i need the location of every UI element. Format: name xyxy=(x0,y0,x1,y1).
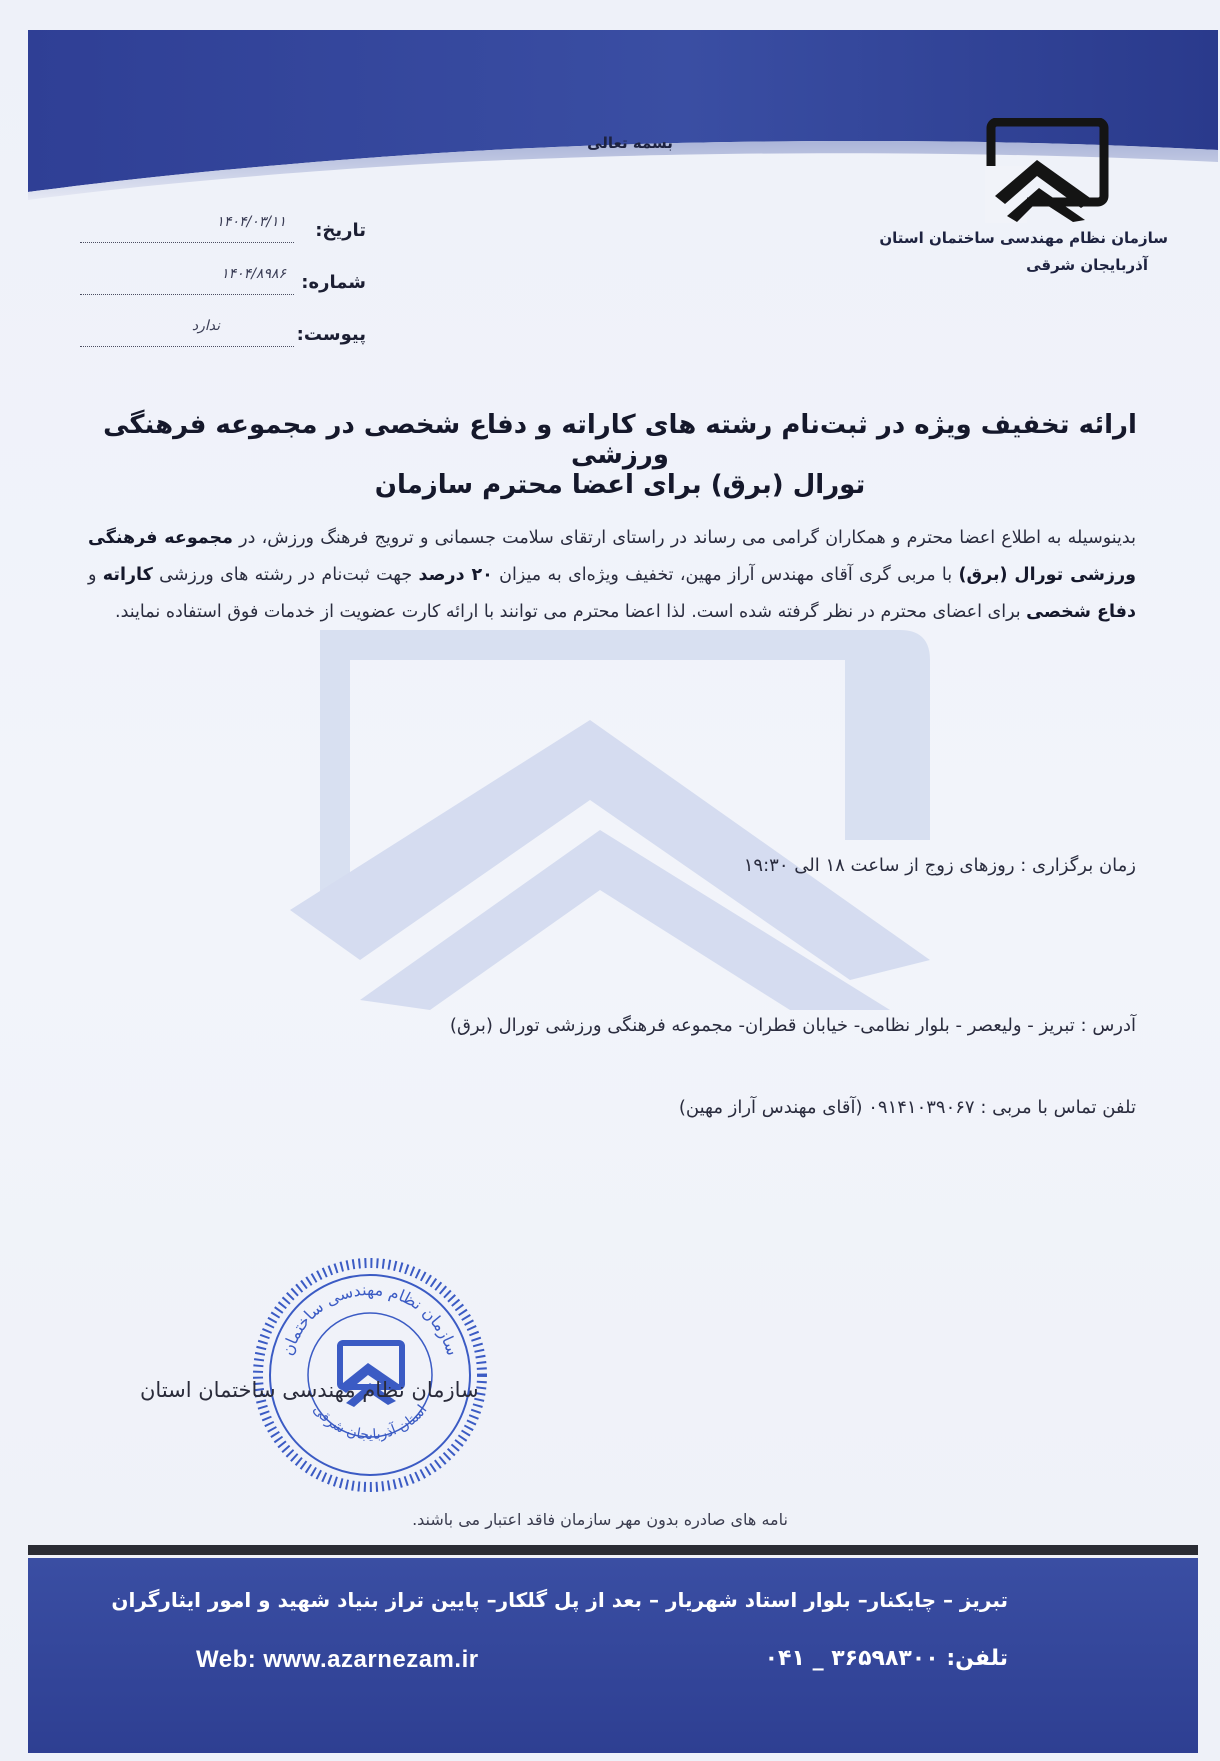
date-dotted-line xyxy=(80,242,294,243)
official-stamp xyxy=(250,1255,490,1495)
body-bold-karate: کاراته xyxy=(102,565,153,585)
bismillah-heading: بسمه تعالی xyxy=(587,134,673,152)
letter-body xyxy=(88,520,1136,631)
date-label: تاریخ: xyxy=(315,220,366,241)
body-text-5: برای اعضای محترم در نظر گرفته شده است. لذا اعضا محترم می توانند با ارائه کارت عضویت از خدمات فوق استفاده نمایند. xyxy=(115,602,1027,622)
footer-address: تبریز – چایکنار– بلوار استاد شهریار – بعد از پل گلکار– پایین تراز بنیاد شهید و امور ایثارگران xyxy=(111,1588,1008,1612)
footer-divider xyxy=(28,1545,1198,1555)
org-name-line2: آذربایجان شرقی xyxy=(1026,256,1148,274)
body-bold-discount: ۲۰ درصد xyxy=(418,565,493,585)
attachment-value: ندارد xyxy=(191,318,220,334)
body-text-1: بدینوسیله به اطلاع اعضا محترم و همکاران گرامی می رساند در راستای ارتقای سلامت جسمانی و ترویج فرهنگ ورزش، در xyxy=(232,528,1136,548)
watermark-logo-icon xyxy=(290,630,950,1010)
attachment-field xyxy=(80,318,370,354)
number-label: شماره: xyxy=(301,272,366,293)
stamp-signature-line: سازمان نظام مهندسی ساختمان استان xyxy=(140,1378,479,1402)
stamp-ring-bottom: استان آذربایجان شرقی xyxy=(309,1401,431,1444)
attachment-dotted-line xyxy=(80,346,294,347)
number-value: ۱۴۰۴/۸۹۸۶ xyxy=(221,266,286,282)
date-value: ۱۴۰۴/۰۳/۱۱ xyxy=(216,214,286,230)
body-text-2: با مربی گری آقای مهندس آراز مهین، تخفیف ویژه‌ای به میزان xyxy=(492,565,959,585)
stamp-ring-top: سازمان نظام مهندسی ساختمان xyxy=(277,1279,463,1358)
organization-name xyxy=(868,225,1168,279)
letter-title-line1: ارائه تخفیف ویژه در ثبت‌نام رشته های کاراته و دفاع شخصی در مجموعه فرهنگی ورزشی xyxy=(103,410,1137,470)
body-bold-self-defense: دفاع شخصی xyxy=(1026,602,1136,622)
body-bold-venue: مجموعه فرهنگی ورزشی تورال (برق) xyxy=(88,528,1137,585)
org-name-line1: سازمان نظام مهندسی ساختمان استان xyxy=(879,229,1168,247)
house-roof-logo-icon xyxy=(985,118,1110,223)
letter-title-line2: تورال (برق) برای اعضا محترم سازمان xyxy=(374,470,866,500)
footer-phone: تلفن: ۳۶۵۹۸۳۰۰ _ ۰۴۱ xyxy=(764,1646,1008,1671)
footer-band xyxy=(28,1558,1198,1753)
phone-line: تلفن تماس با مربی : ۰۹۱۴۱۰۳۹۰۶۷ (آقای مهندس آراز مهین) xyxy=(678,1097,1136,1118)
number-field xyxy=(80,266,370,302)
number-dotted-line xyxy=(80,294,294,295)
schedule-line: زمان برگزاری : روزهای زوج از ساعت ۱۸ الی ۱۹:۳۰ xyxy=(743,855,1136,876)
address-line: آدرس : تبریز - ولیعصر - بلوار نظامی- خیابان قطران- مجموعه فرهنگی ورزشی تورال (برق) xyxy=(449,1015,1136,1036)
disclaimer-note: نامه های صادره بدون مهر سازمان فاقد اعتبار می باشند. xyxy=(412,1510,788,1529)
body-text-4: و xyxy=(88,565,103,585)
attachment-label: پیوست: xyxy=(296,324,366,345)
date-field xyxy=(80,214,370,250)
body-text-3: جهت ثبت‌نام در رشته های ورزشی xyxy=(152,565,419,585)
footer-website[interactable]: Web: www.azarnezam.ir xyxy=(196,1646,479,1673)
